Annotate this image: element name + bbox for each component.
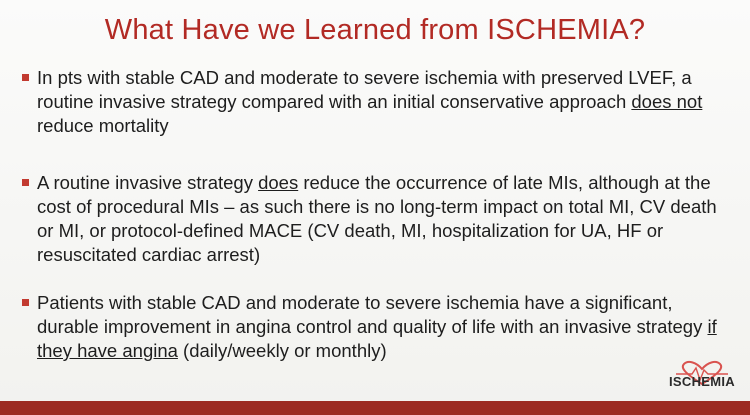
bullet-text-post: (daily/weekly or monthly) xyxy=(177,340,387,361)
bullet-marker-icon xyxy=(22,179,29,186)
bullet-marker-icon xyxy=(22,299,29,306)
bullet-text xyxy=(37,66,737,138)
bullet-text-pre: Patients with stable CAD and moderate to severe ischemia have a significant, durable improvement in angina control and quality of life with an invasive strategy xyxy=(37,292,708,337)
bullet-text-post: reduce the occurrence of late MIs, although at the cost of procedural MIs – as such there is no long-term impact on total MI, CV death or MI, or protocol-defined MACE (CV death, MI, hospitalization for UA, HF or resuscitated cardiac arrest) xyxy=(37,172,717,265)
footer-bar xyxy=(0,401,750,415)
bullet-text-pre: In pts with stable CAD and moderate to severe ischemia with preserved LVEF, a routine invasive strategy compared with an initial conservative approach xyxy=(37,67,692,112)
bullet-text-emphasis: does xyxy=(258,172,299,193)
bullet-text-pre: A routine invasive strategy xyxy=(37,172,259,193)
logo-text: ISCHEMIA xyxy=(669,374,735,389)
ischemia-logo xyxy=(662,360,742,396)
bullet-text xyxy=(37,291,737,363)
slide-title: What Have we Learned from ISCHEMIA? xyxy=(104,14,646,46)
bullet-text-post: reduce mortality xyxy=(37,115,169,136)
bullet-text-emphasis: if they have angina xyxy=(37,316,717,361)
bullet-text-emphasis: does not xyxy=(631,91,703,112)
bullet-text xyxy=(37,171,737,267)
bullet-marker-icon xyxy=(22,74,29,81)
